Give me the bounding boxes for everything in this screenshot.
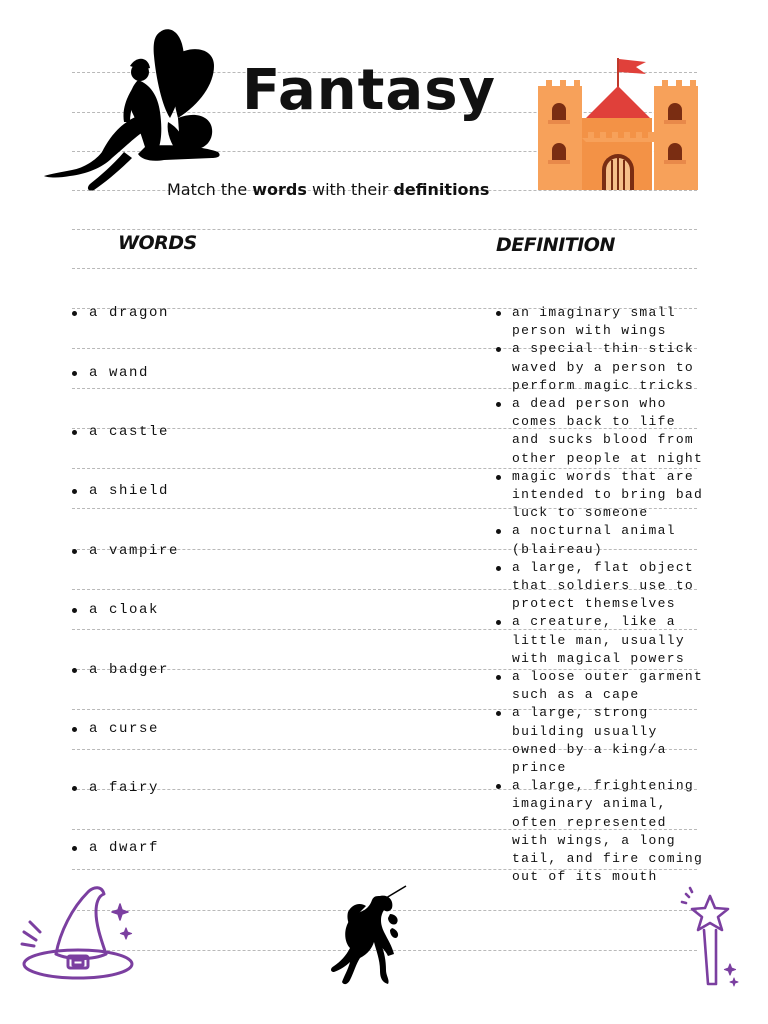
bullet bbox=[72, 727, 77, 732]
word-item bbox=[72, 365, 149, 381]
bullet bbox=[496, 475, 501, 480]
witch-hat-icon bbox=[16, 882, 138, 986]
definition-item bbox=[496, 304, 706, 340]
bullet bbox=[72, 489, 77, 494]
bullet bbox=[72, 846, 77, 851]
word-text: a dwarf bbox=[89, 840, 160, 856]
page-title: Fantasy bbox=[242, 58, 497, 123]
definition-text: a nocturnal animal (blaireau) bbox=[512, 523, 676, 557]
bullet bbox=[496, 711, 501, 716]
definition-text: a creature, like a little man, usually with magical powers bbox=[512, 614, 685, 666]
definition-item bbox=[496, 340, 706, 395]
word-text: a dragon bbox=[89, 305, 170, 321]
word-text: a wand bbox=[89, 365, 150, 381]
bullet bbox=[496, 311, 501, 316]
instruction-definitions: definitions bbox=[393, 180, 490, 199]
bullet bbox=[496, 675, 501, 680]
bullet bbox=[496, 347, 501, 352]
word-text: a badger bbox=[89, 662, 170, 678]
word-text: a castle bbox=[89, 424, 170, 440]
bullet bbox=[496, 566, 501, 571]
unicorn-silhouette-icon bbox=[330, 884, 410, 988]
definition-item bbox=[496, 559, 706, 614]
instruction-prefix: Match the bbox=[167, 180, 253, 199]
bullet bbox=[72, 371, 77, 376]
bullet bbox=[496, 402, 501, 407]
bullet bbox=[496, 529, 501, 534]
definition-text: a large, frightening imaginary animal, often represented with wings, a long tail, and fire coming out of its mouth bbox=[512, 778, 704, 885]
definition-item bbox=[496, 704, 706, 777]
definition-text: a large, strong building usually owned by a king/a prince bbox=[512, 705, 667, 776]
word-text: a cloak bbox=[89, 602, 160, 618]
word-text: a curse bbox=[89, 721, 160, 737]
bullet bbox=[496, 784, 501, 789]
rule-line bbox=[72, 229, 697, 230]
definition-item bbox=[496, 777, 706, 886]
word-text: a shield bbox=[89, 483, 170, 499]
magic-wand-icon bbox=[680, 884, 740, 990]
word-item bbox=[72, 483, 169, 499]
rule-line bbox=[72, 268, 697, 269]
definition-text: a dead person who comes back to life and sucks blood from other people at night bbox=[512, 396, 704, 466]
definition-item bbox=[496, 395, 706, 468]
fairy-silhouette-icon bbox=[42, 26, 224, 192]
definition-item bbox=[496, 468, 706, 523]
bullet bbox=[72, 608, 77, 613]
definition-column-heading: DEFINITION bbox=[496, 234, 615, 256]
definition-item bbox=[496, 522, 706, 558]
word-item bbox=[72, 721, 159, 737]
bullet bbox=[496, 620, 501, 625]
definition-item bbox=[496, 668, 706, 704]
word-item bbox=[72, 305, 169, 321]
definition-text: a special thin stick waved by a person to perform magic tricks bbox=[512, 341, 695, 393]
words-column-heading: WORDS bbox=[118, 232, 197, 254]
definition-text: a loose outer garment such as a cape bbox=[512, 669, 704, 703]
bullet bbox=[72, 786, 77, 791]
instruction-text bbox=[167, 180, 489, 199]
word-item bbox=[72, 602, 159, 618]
instruction-middle: with their bbox=[306, 180, 394, 199]
bullet bbox=[72, 549, 77, 554]
definition-text: magic words that are intended to bring bad luck to someone bbox=[512, 468, 704, 521]
word-item bbox=[72, 424, 169, 440]
word-item bbox=[72, 662, 169, 678]
word-item bbox=[72, 840, 159, 856]
castle-icon bbox=[536, 54, 698, 192]
bullet bbox=[72, 668, 77, 673]
instruction-words: words bbox=[252, 180, 307, 199]
word-item bbox=[72, 543, 179, 559]
word-item bbox=[72, 780, 159, 796]
definition-text: an imaginary small person with wings bbox=[512, 305, 676, 339]
bullet bbox=[72, 311, 77, 316]
bullet bbox=[72, 430, 77, 435]
definition-text: a large, flat object that soldiers use to protect themselves bbox=[512, 559, 695, 612]
word-text: a fairy bbox=[89, 780, 160, 796]
word-text: a vampire bbox=[89, 543, 180, 559]
definitions-list bbox=[496, 304, 706, 887]
definition-item bbox=[496, 613, 706, 668]
